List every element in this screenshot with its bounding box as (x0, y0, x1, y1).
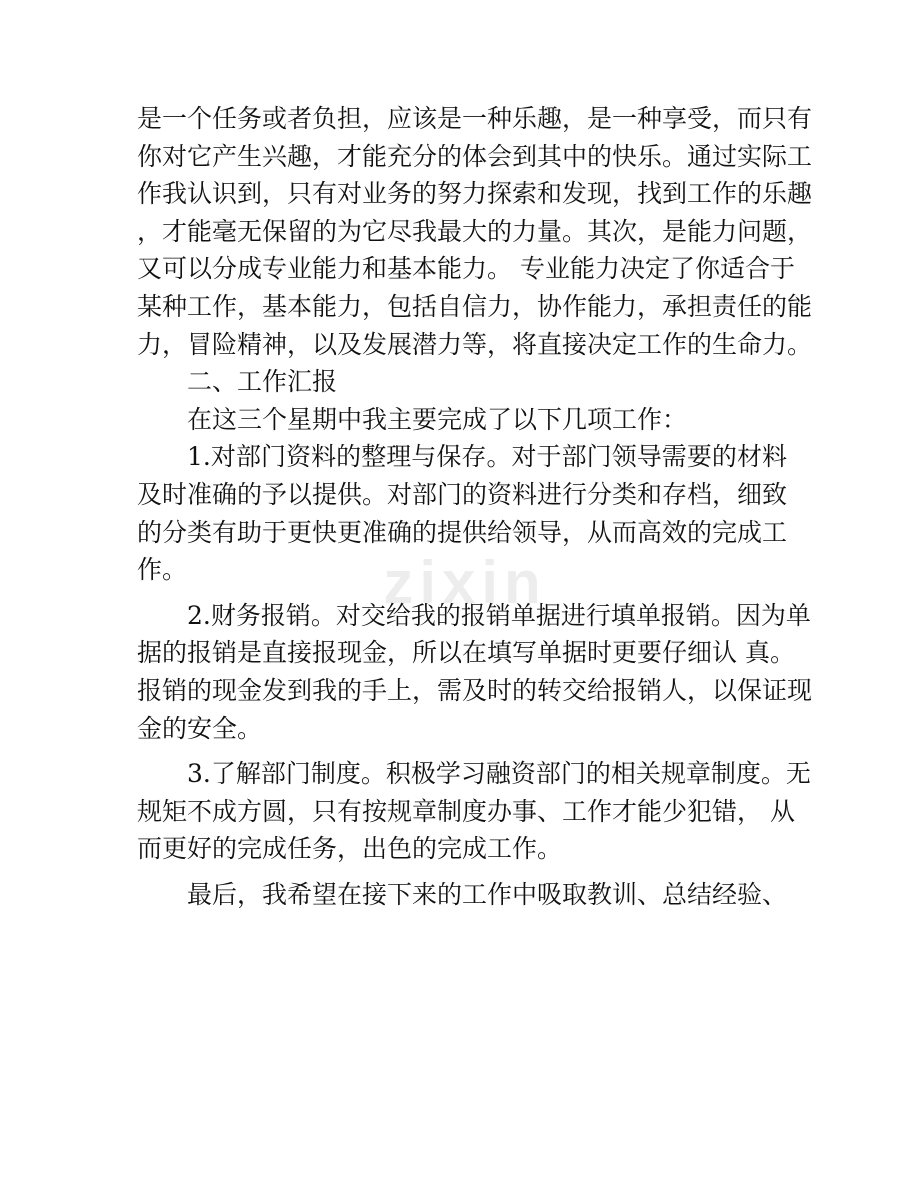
text-line: 3.了解部门制度。积极学习融资部门的相关规章制度。无 (187, 759, 811, 789)
text-line: 作。 (137, 555, 188, 585)
text-line: 最后，我希望在接下来的工作中吸取教训、总结经验、 (187, 879, 788, 909)
text-line: 据的报销是直接报现金，所以在填写单据时更要仔细认 真。 (137, 638, 795, 668)
text-line: 1.对部门资料的整理与保存。对于部门领导需要的材料 (187, 442, 787, 472)
text-line: 力，冒险精神，以及发展潜力等，将直接决定工作的生命力。 (137, 329, 813, 359)
text-line: 某种工作，基本能力，包括自信力，协作能力，承担责任的能 (137, 291, 813, 321)
text-line: 在这三个星期中我主要完成了以下几项工作： (187, 404, 688, 434)
text-line: 规矩不成方圆，只有按规章制度办事、工作才能少犯错， 从 (137, 796, 795, 826)
paragraph-item-2 (137, 597, 813, 747)
paragraph-continuation (137, 100, 813, 363)
text-line: 及时准确的予以提供。对部门的资料进行分类和存档，细致 (137, 479, 788, 509)
document-body (137, 100, 813, 913)
watermark: zixin (383, 549, 547, 616)
text-line: 作我认识到，只有对业务的努力探索和发现，找到工作的乐趣 (137, 179, 813, 209)
text-line: ，才能毫无保留的为它尽我最大的力量。其次，是能力问题， (137, 216, 813, 246)
text-line: 报销的现金发到我的手上，需及时的转交给报销人，以保证现 (137, 675, 813, 705)
paragraph-item-1 (137, 438, 787, 588)
paragraph-closing (137, 876, 787, 914)
text-line: 又可以分成专业能力和基本能力。 专业能力决定了你适合于 (137, 254, 795, 284)
text-line: 金的安全。 (137, 713, 263, 743)
section-heading (137, 363, 787, 401)
paragraph-intro (137, 401, 787, 439)
text-line: 是一个任务或者负担，应该是一种乐趣，是一种享受，而只有 (137, 104, 813, 133)
text-line: 你对它产生兴趣，才能充分的体会到其中的快乐。通过实际工 (137, 141, 813, 171)
paragraph-item-3 (137, 755, 811, 868)
text-line: 二、工作汇报 (187, 367, 338, 397)
text-line: 的分类有助于更快更准确的提供给领导，从而高效的完成工 (137, 517, 788, 547)
text-line: 而更好的完成任务，出色的完成工作。 (137, 834, 563, 864)
text-line: 2.财务报销。对交给我的报销单据进行填单报销。因为单 (187, 600, 811, 630)
